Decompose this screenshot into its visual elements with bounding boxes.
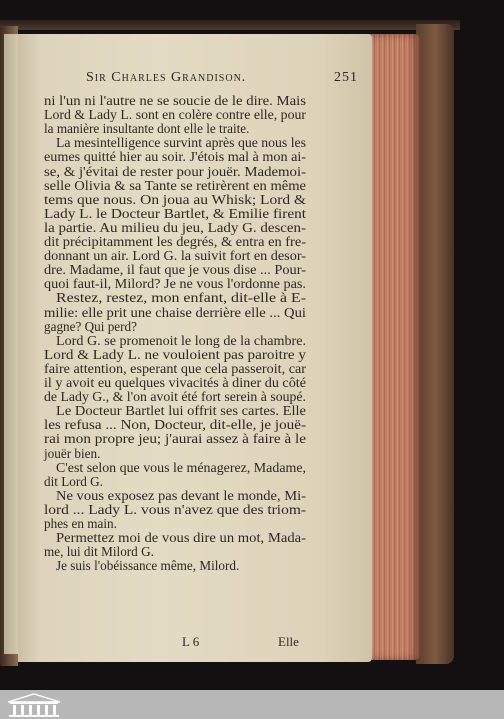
text-line: eumes quitté hier au soir. J'étois mal à mon ai- <box>44 149 306 165</box>
page-number: 251 <box>334 70 358 85</box>
text-line: Lord & Lady L. sont en colère contre elle, pour <box>44 107 306 123</box>
book-spine-top <box>0 20 460 30</box>
text-line: C'est selon que vous le ménagerez, Madame, <box>56 459 306 475</box>
text-line: Ne vous exposez pas devant le monde, Mi- <box>56 487 306 503</box>
text-line: les refusa ... Non, Docteur, dit-elle, je jouë- <box>44 417 306 433</box>
text-line: Lord G. se promenoit le long de la chambre. <box>56 332 306 348</box>
text-line: lord ... Lady L. vous n'avez que des triom- <box>44 501 306 517</box>
text-line: ni l'un ni l'autre ne se soucie de le dire. Mais <box>44 93 306 108</box>
text-line: la manière insultante dont elle le traite. <box>44 121 250 137</box>
library-building-icon <box>4 692 64 718</box>
text-line: dit Lord G. <box>44 473 103 489</box>
text-line: de Lady G., & l'on avoit été fort serein à soupé. <box>44 389 306 405</box>
catchword: Elle <box>278 634 299 649</box>
text-line: Permettez moi de vous dire un mot, Mada- <box>56 530 306 546</box>
text-line: milie: elle prit une chaise derrière elle ... Qui <box>44 304 306 320</box>
text-line: phes en main. <box>44 516 117 531</box>
text-line: rai mon propre jeu; j'aurai assez à faire à le <box>44 431 306 447</box>
text-line: Lady L. le Docteur Bartlet, & Emilie firent <box>44 205 306 221</box>
text-line: Lord & Lady L. ne vouloient pas paroitre y <box>44 346 306 362</box>
text-line: tems que nous. On joua au Whisk; Lord & <box>44 191 306 207</box>
text-line: gagne? Qui perd? <box>44 318 138 334</box>
text-line: jouër bien. <box>44 445 101 461</box>
text-line: Restez, restez, mon enfant, dit-elle à E- <box>56 290 306 306</box>
text-line: selle Olivia & sa Tante se retirèrent en même <box>44 177 306 193</box>
back-cover <box>416 24 454 664</box>
text-line: La mesintelligence survint après que nous les <box>56 135 306 151</box>
text-line: se, & j'évitai de rester pour jouër. Mademoi- <box>44 163 306 179</box>
running-head <box>86 70 358 92</box>
text-line: Le Docteur Bartlet lui offrit ses cartes. Elle <box>56 403 306 419</box>
signature-mark: L 6 <box>182 634 200 649</box>
text-line: donnant un air. Lord G. la suivit fort en desor- <box>44 248 306 264</box>
text-line: dre. Madame, il faut que je vous dise ... Pour- <box>44 262 306 278</box>
page-fore-edge <box>366 34 420 660</box>
library-banner <box>0 690 504 719</box>
text-line: faire attention, esperant que cela passeroit, car <box>44 360 306 376</box>
running-title: Sir Charles Grandison. <box>86 70 247 85</box>
text-line: dit précipitamment les degrés, & entra en fre- <box>44 234 306 249</box>
text-line: quoi faut-il, Milord? Je ne vous l'ordonne pas. <box>44 276 306 292</box>
text-line: il y avoit eu quelques vivacités à diner du côté <box>44 375 306 390</box>
text-line: la partie. Au milieu du jeu, Lady G. descen- <box>44 219 306 235</box>
page-footer <box>44 634 306 650</box>
text-line: me, lui dit Milord G. <box>44 544 154 560</box>
text-line: Je suis l'obéissance même, Milord. <box>56 558 240 574</box>
